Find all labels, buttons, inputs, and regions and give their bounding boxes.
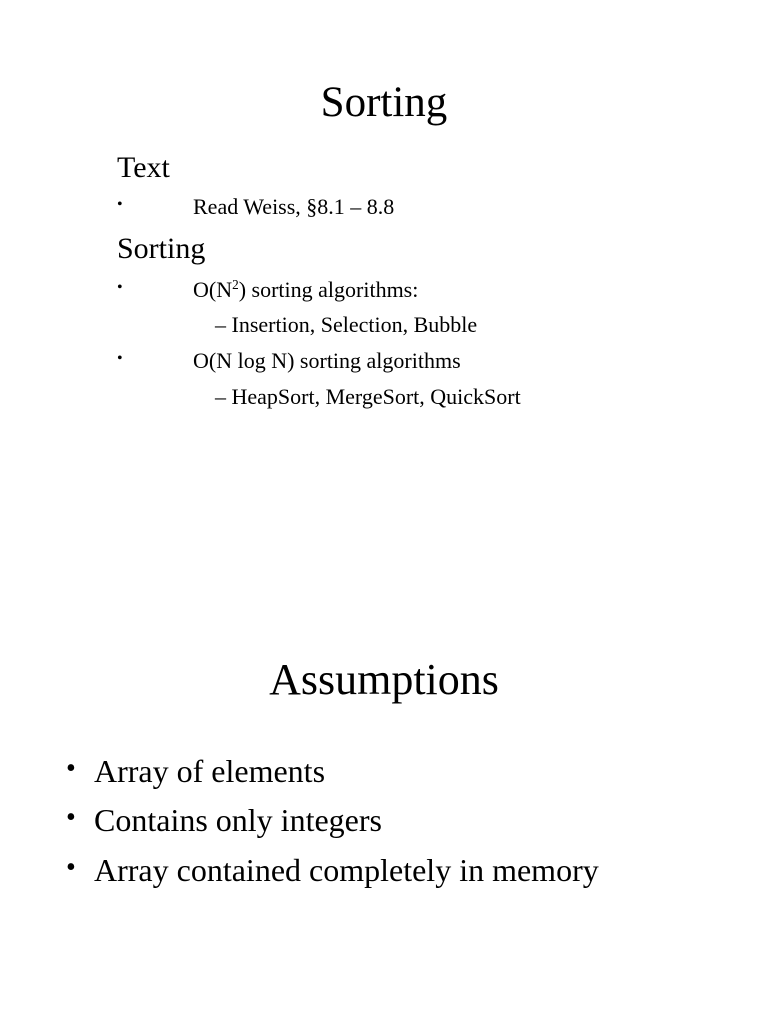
assumption-item: Contains only integers: [94, 802, 382, 838]
complexity-prefix: O(N: [193, 277, 233, 302]
bullet-icon: •: [66, 802, 76, 833]
complexity-suffix: ) sorting algorithms:: [238, 277, 419, 302]
bullet-icon: •: [66, 852, 76, 883]
bullet-icon: •: [117, 279, 123, 296]
reading-item: Read Weiss, §8.1 – 8.8: [193, 194, 395, 219]
assumption-item: Array of elements: [94, 753, 326, 789]
complexity-exponent: 2: [232, 277, 239, 292]
slide-title-assumptions: Assumptions: [269, 655, 499, 704]
section-heading-sorting: Sorting: [117, 232, 206, 265]
bullet-icon: •: [117, 196, 123, 213]
bullet-icon: •: [117, 350, 123, 367]
algorithm-list-quadratic: – Insertion, Selection, Bubble: [215, 312, 478, 337]
algorithm-class-quadratic: [193, 276, 418, 304]
algorithm-class-nlogn: O(N log N) sorting algorithms: [193, 348, 461, 373]
bullet-icon: •: [66, 753, 76, 784]
slide-title-sorting: Sorting: [320, 79, 448, 126]
algorithm-list-nlogn: – HeapSort, MergeSort, QuickSort: [215, 384, 521, 409]
section-heading-text: Text: [117, 151, 170, 184]
assumption-item: Array contained completely in memory: [94, 852, 599, 888]
